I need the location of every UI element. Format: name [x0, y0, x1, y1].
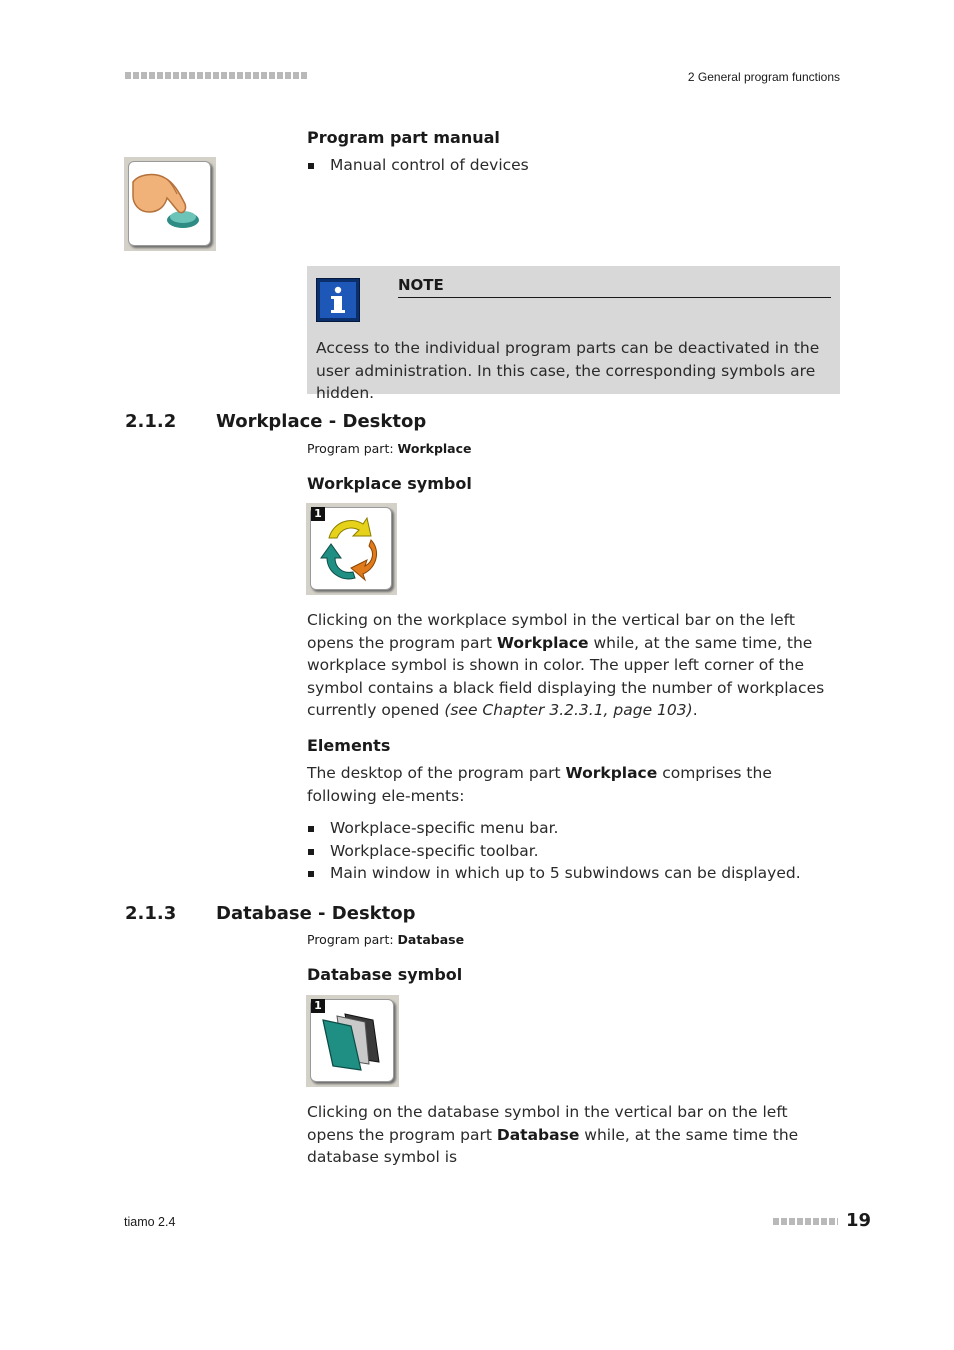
program-part-line: Program part: Workplace — [307, 441, 472, 456]
list-item: Manual control of devices — [307, 154, 837, 177]
page-number: 19 — [846, 1210, 872, 1231]
section-number: 2.1.3 — [125, 903, 177, 924]
database-count-badge: 1 — [311, 999, 325, 1013]
footer-product: tiamo 2.4 — [124, 1215, 176, 1229]
note-box — [307, 266, 840, 402]
section-title: Database - Desktop — [216, 903, 416, 924]
note-text: Access to the individual program parts can be deactivated in the user administration. In this case, the corresponding symbols are hidden. — [316, 339, 820, 402]
note-title: NOTE — [398, 276, 831, 298]
workplace-paragraph: Clicking on the workplace symbol in the vertical bar on the left opens the program part Workplace while, at the same time, the workplace symbol is shown in color. The upper left corner of the symbol contains a black field displaying the number of workplaces currently opened (see Chapter 3.2.3.1, page 103). — [307, 611, 825, 719]
list-item: Workplace-specific menu bar. — [307, 817, 837, 840]
manual-bullets — [307, 154, 837, 177]
elements-intro: The desktop of the program part Workplace comprises the following ele-ments: — [307, 764, 772, 805]
list-item: Main window in which up to 5 subwindows can be displayed. — [307, 862, 837, 885]
database-paragraph: Clicking on the database symbol in the vertical bar on the left opens the program part Database while, at the same time the database symbol is — [307, 1103, 799, 1166]
section-title: Workplace - Desktop — [216, 411, 427, 432]
workplace-count-badge: 1 — [311, 507, 325, 521]
hand-pressing-button-icon — [124, 157, 216, 251]
workplace-symbol-heading: Workplace symbol — [307, 474, 472, 493]
list-item: Workplace-specific toolbar. — [307, 840, 837, 863]
section-number: 2.1.2 — [125, 411, 177, 432]
manual-heading: Program part manual — [307, 128, 500, 147]
workplace-arrows-icon — [306, 503, 397, 595]
running-header: 2 General program functions — [687, 70, 840, 84]
footer-decoration — [773, 1218, 838, 1225]
elements-list — [307, 817, 837, 885]
header-decoration — [125, 72, 307, 79]
program-part-line: Program part: Database — [307, 932, 465, 947]
database-symbol-heading: Database symbol — [307, 965, 463, 984]
elements-heading: Elements — [307, 736, 391, 755]
info-icon — [316, 278, 360, 322]
database-folder-icon — [306, 995, 399, 1087]
